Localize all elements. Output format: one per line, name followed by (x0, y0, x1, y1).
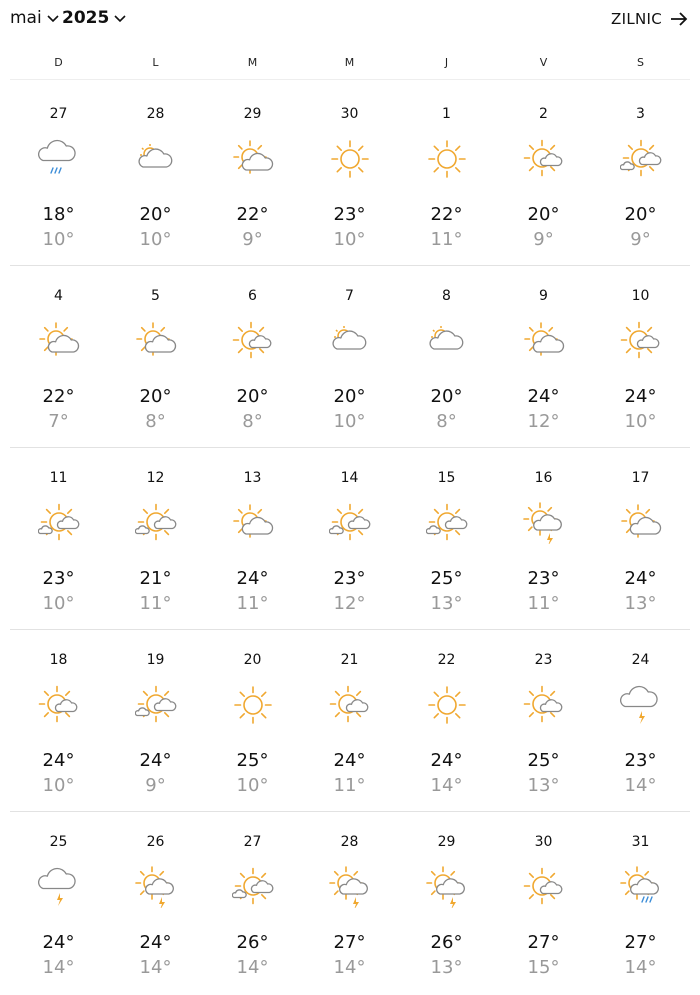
sun-two-clouds-icon (232, 866, 274, 908)
day-cell[interactable] (10, 448, 107, 629)
day-number: 18 (49, 652, 68, 668)
day-cell[interactable] (592, 812, 689, 994)
calendar-grid (10, 84, 690, 994)
day-cell[interactable] (495, 630, 592, 811)
min-temperature: 10° (139, 229, 172, 250)
min-temperature: 10° (236, 775, 269, 796)
max-temperature: 27° (527, 932, 560, 953)
day-cell[interactable] (301, 266, 398, 447)
day-cell[interactable] (592, 266, 689, 447)
max-temperature: 18° (42, 204, 75, 225)
day-number: 11 (49, 470, 68, 486)
min-temperature: 11° (333, 775, 366, 796)
min-temperature: 14° (42, 957, 75, 978)
min-temperature: 10° (333, 411, 366, 432)
max-temperature: 20° (624, 204, 657, 225)
cloud-storm-icon (620, 684, 662, 726)
day-cell[interactable] (10, 630, 107, 811)
sun-icon (329, 138, 371, 180)
day-number: 7 (345, 288, 354, 304)
min-temperature: 11° (236, 593, 269, 614)
min-temperature: 12° (527, 411, 560, 432)
min-temperature: 7° (48, 411, 69, 432)
weekday-label: M (247, 56, 258, 69)
max-temperature: 26° (236, 932, 269, 953)
max-temperature: 23° (333, 204, 366, 225)
min-temperature: 10° (42, 775, 75, 796)
min-temperature: 14° (139, 957, 172, 978)
cloud-sun-icon (426, 320, 468, 362)
year-selector[interactable] (62, 8, 127, 28)
day-cell[interactable] (10, 266, 107, 447)
min-temperature: 14° (624, 775, 657, 796)
month-label: mai (10, 8, 42, 28)
max-temperature: 24° (624, 568, 657, 589)
min-temperature: 10° (42, 229, 75, 250)
sun-small-cloud-icon (523, 866, 565, 908)
week-row (10, 448, 690, 630)
day-number: 2 (539, 106, 548, 122)
weekday-label: S (637, 56, 644, 69)
cloud-rain-icon (38, 138, 80, 180)
week-row (10, 812, 690, 994)
cloud-sun-icon (135, 138, 177, 180)
max-temperature: 24° (139, 750, 172, 771)
day-number: 23 (534, 652, 553, 668)
day-number: 5 (151, 288, 160, 304)
max-temperature: 27° (624, 932, 657, 953)
day-cell[interactable] (10, 84, 107, 265)
sun-storm-icon (135, 866, 177, 908)
sun-small-cloud-icon (523, 138, 565, 180)
max-temperature: 22° (430, 204, 463, 225)
day-number: 1 (442, 106, 451, 122)
weekday-header-row (10, 48, 690, 80)
min-temperature: 11° (527, 593, 560, 614)
max-temperature: 22° (236, 204, 269, 225)
min-temperature: 9° (630, 229, 651, 250)
day-number: 30 (340, 106, 359, 122)
max-temperature: 20° (527, 204, 560, 225)
daily-link-label: ZILNIC (611, 10, 662, 28)
min-temperature: 13° (527, 775, 560, 796)
max-temperature: 25° (430, 568, 463, 589)
week-row (10, 84, 690, 266)
max-temperature: 23° (42, 568, 75, 589)
daily-view-link[interactable] (611, 10, 688, 28)
day-number: 16 (534, 470, 553, 486)
day-number: 26 (146, 834, 165, 850)
day-cell[interactable] (301, 448, 398, 629)
max-temperature: 20° (333, 386, 366, 407)
day-number: 8 (442, 288, 451, 304)
sun-icon (426, 684, 468, 726)
day-number: 12 (146, 470, 165, 486)
min-temperature: 10° (624, 411, 657, 432)
sun-two-clouds-icon (135, 502, 177, 544)
min-temperature: 10° (42, 593, 75, 614)
sun-two-clouds-icon (135, 684, 177, 726)
sun-small-cloud-icon (620, 320, 662, 362)
sun-cloud-icon (232, 502, 274, 544)
day-cell[interactable] (495, 448, 592, 629)
day-cell[interactable] (592, 84, 689, 265)
day-cell[interactable] (301, 630, 398, 811)
day-number: 25 (49, 834, 68, 850)
day-cell[interactable] (107, 84, 204, 265)
min-temperature: 15° (527, 957, 560, 978)
min-temperature: 13° (624, 593, 657, 614)
day-cell[interactable] (592, 448, 689, 629)
max-temperature: 24° (42, 932, 75, 953)
day-cell[interactable] (495, 812, 592, 994)
day-cell[interactable] (10, 812, 107, 994)
sun-small-cloud-icon (329, 684, 371, 726)
day-cell[interactable] (107, 448, 204, 629)
sun-icon (232, 684, 274, 726)
min-temperature: 13° (430, 957, 463, 978)
day-cell[interactable] (592, 630, 689, 811)
sun-two-clouds-icon (38, 502, 80, 544)
sun-small-cloud-icon (523, 684, 565, 726)
max-temperature: 24° (236, 568, 269, 589)
sun-cloud-icon (523, 320, 565, 362)
day-cell[interactable] (398, 812, 495, 994)
weekday-label: J (444, 56, 449, 69)
max-temperature: 24° (42, 750, 75, 771)
min-temperature: 9° (145, 775, 166, 796)
min-temperature: 14° (430, 775, 463, 796)
sun-two-clouds-icon (329, 502, 371, 544)
day-cell[interactable] (204, 812, 301, 994)
chevron-down-icon (113, 11, 127, 25)
calendar-header (0, 0, 700, 40)
day-number: 10 (631, 288, 650, 304)
min-temperature: 13° (430, 593, 463, 614)
min-temperature: 11° (139, 593, 172, 614)
week-row (10, 266, 690, 448)
weekday-label: L (152, 56, 159, 69)
max-temperature: 25° (236, 750, 269, 771)
day-cell[interactable] (495, 266, 592, 447)
day-cell[interactable] (204, 266, 301, 447)
day-cell[interactable] (301, 812, 398, 994)
day-cell[interactable] (204, 630, 301, 811)
weekday-label: V (539, 56, 548, 69)
sun-storm-icon (426, 866, 468, 908)
sun-icon (426, 138, 468, 180)
day-cell[interactable] (107, 812, 204, 994)
min-temperature: 14° (624, 957, 657, 978)
day-number: 9 (539, 288, 548, 304)
year-label: 2025 (62, 8, 110, 28)
weekday-label: M (344, 56, 355, 69)
day-number: 13 (243, 470, 262, 486)
min-temperature: 12° (333, 593, 366, 614)
day-number: 27 (49, 106, 68, 122)
sun-cloud-icon (232, 138, 274, 180)
cloud-sun-icon (329, 320, 371, 362)
sun-storm-icon (329, 866, 371, 908)
min-temperature: 14° (333, 957, 366, 978)
day-cell[interactable] (398, 266, 495, 447)
min-temperature: 11° (430, 229, 463, 250)
day-cell[interactable] (398, 448, 495, 629)
week-row (10, 630, 690, 812)
day-number: 4 (54, 288, 63, 304)
max-temperature: 20° (236, 386, 269, 407)
day-cell[interactable] (107, 266, 204, 447)
day-number: 3 (636, 106, 645, 122)
day-number: 28 (340, 834, 359, 850)
day-cell[interactable] (495, 84, 592, 265)
sun-two-clouds-icon (426, 502, 468, 544)
max-temperature: 24° (624, 386, 657, 407)
min-temperature: 9° (242, 229, 263, 250)
day-number: 15 (437, 470, 456, 486)
day-cell[interactable] (204, 84, 301, 265)
min-temperature: 10° (333, 229, 366, 250)
day-number: 29 (243, 106, 262, 122)
min-temperature: 8° (242, 411, 263, 432)
day-number: 19 (146, 652, 165, 668)
max-temperature: 24° (139, 932, 172, 953)
sun-storm-icon (523, 502, 565, 544)
max-temperature: 26° (430, 932, 463, 953)
sun-cloud-icon (38, 320, 80, 362)
day-number: 22 (437, 652, 456, 668)
max-temperature: 20° (430, 386, 463, 407)
max-temperature: 27° (333, 932, 366, 953)
max-temperature: 24° (527, 386, 560, 407)
sun-cloud-icon (620, 502, 662, 544)
day-number: 27 (243, 834, 262, 850)
day-cell[interactable] (301, 84, 398, 265)
max-temperature: 23° (527, 568, 560, 589)
day-number: 29 (437, 834, 456, 850)
min-temperature: 14° (236, 957, 269, 978)
day-cell[interactable] (107, 630, 204, 811)
day-cell[interactable] (398, 84, 495, 265)
day-cell[interactable] (204, 448, 301, 629)
max-temperature: 23° (333, 568, 366, 589)
day-cell[interactable] (398, 630, 495, 811)
chevron-down-icon (46, 11, 60, 25)
max-temperature: 20° (139, 386, 172, 407)
cloud-storm-icon (38, 866, 80, 908)
min-temperature: 8° (436, 411, 457, 432)
weekday-label: D (54, 56, 63, 69)
month-selector[interactable] (10, 8, 60, 28)
day-number: 24 (631, 652, 650, 668)
max-temperature: 22° (42, 386, 75, 407)
sun-small-cloud-icon (38, 684, 80, 726)
sun-cloud-icon (135, 320, 177, 362)
day-number: 14 (340, 470, 359, 486)
day-number: 30 (534, 834, 553, 850)
min-temperature: 9° (533, 229, 554, 250)
sun-rain-icon (620, 866, 662, 908)
max-temperature: 25° (527, 750, 560, 771)
max-temperature: 20° (139, 204, 172, 225)
day-number: 17 (631, 470, 650, 486)
sun-two-clouds-icon (620, 138, 662, 180)
max-temperature: 23° (624, 750, 657, 771)
arrow-right-icon (670, 12, 688, 26)
max-temperature: 24° (430, 750, 463, 771)
min-temperature: 8° (145, 411, 166, 432)
day-number: 20 (243, 652, 262, 668)
day-number: 28 (146, 106, 165, 122)
day-number: 31 (631, 834, 650, 850)
day-number: 6 (248, 288, 257, 304)
sun-small-cloud-icon (232, 320, 274, 362)
day-number: 21 (340, 652, 359, 668)
max-temperature: 21° (139, 568, 172, 589)
max-temperature: 24° (333, 750, 366, 771)
